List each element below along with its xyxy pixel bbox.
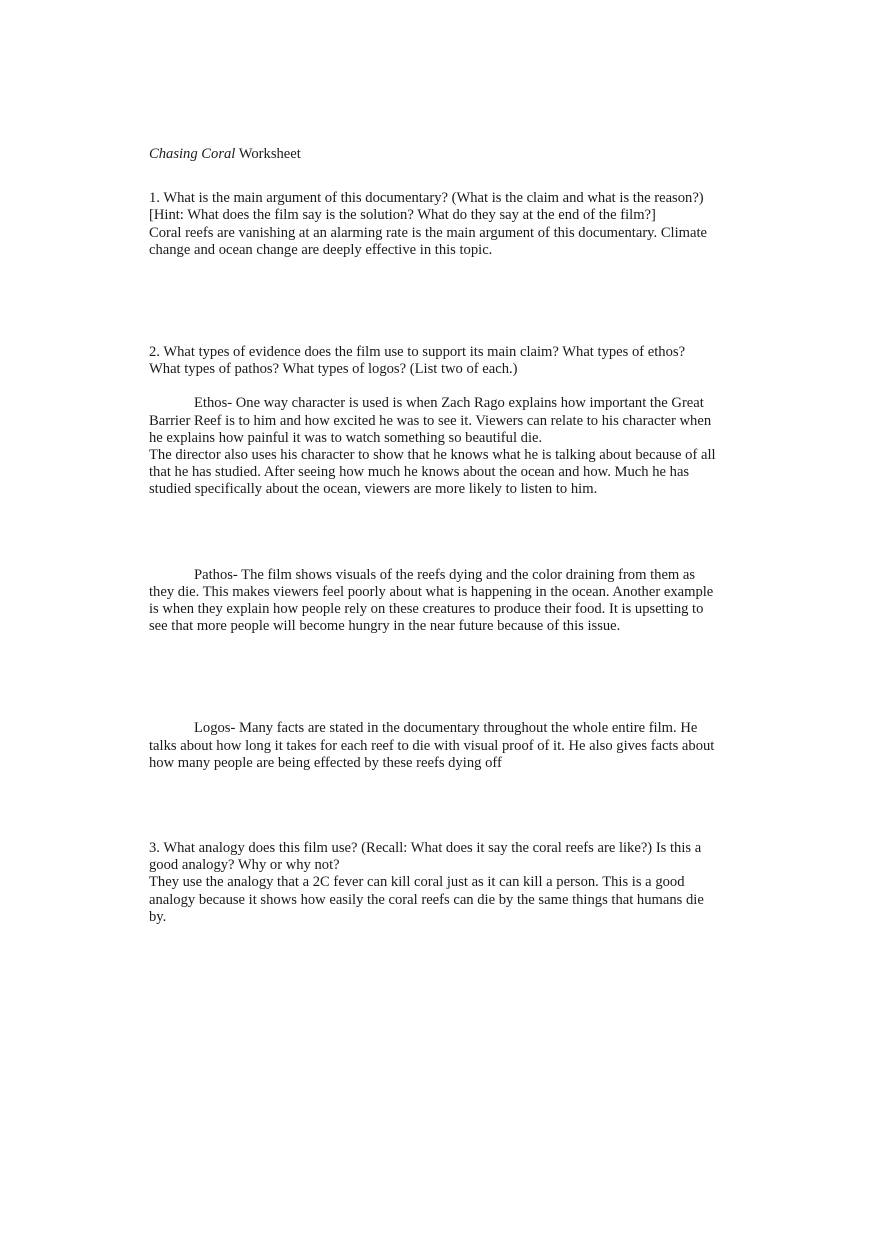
question-2-line: 2. What types of evidence does the film use to support its main claim? What types of ethos? xyxy=(149,344,686,361)
film-title: Chasing Coral xyxy=(149,146,236,162)
ethos-line: studied specifically about the ocean, viewers are more likely to listen to him. xyxy=(149,481,598,498)
answer-3-line: analogy because it shows how easily the coral reefs can die by the same things that humans die xyxy=(149,891,704,908)
answer-3-line: They use the analogy that a 2C fever can kill coral just as it can kill a person. This is a good xyxy=(149,874,685,891)
ethos-line: Ethos- One way character is used is when Zach Rago explains how important the Great xyxy=(194,395,704,412)
pathos-line: see that more people will become hungry in the near future because of this issue. xyxy=(149,618,621,635)
page-title xyxy=(149,146,739,163)
pathos-answer xyxy=(149,567,739,636)
worksheet-content xyxy=(149,146,739,926)
answer-3-line: by. xyxy=(149,908,167,925)
answer-1-line: Coral reefs are vanishing at an alarming rate is the main argument of this documentary. Climate xyxy=(149,224,708,241)
logos-line: Logos- Many facts are stated in the documentary throughout the whole entire film. He xyxy=(194,720,698,737)
title-suffix: Worksheet xyxy=(235,146,301,162)
question-3-line: 3. What analogy does this film use? (Recall: What does it say the coral reefs are like?) Is this a xyxy=(149,840,702,857)
ethos-line: Barrier Reef is to him and how excited he was to see it. Viewers can relate to his character when xyxy=(149,412,712,429)
ethos-line: that he has studied. After seeing how much he knows about the ocean and how. Much he has xyxy=(149,464,690,481)
answer-1-line: change and ocean change are deeply effective in this topic. xyxy=(149,241,493,258)
ethos-answer xyxy=(149,395,739,498)
question-3-section xyxy=(149,840,739,926)
pathos-line: they die. This makes viewers feel poorly about what is happening in the ocean. Another example xyxy=(149,583,714,600)
ethos-line: he explains how painful it was to watch something so beautiful die. xyxy=(149,429,543,446)
logos-line: talks about how long it takes for each reef to die with visual proof of it. He also gives facts about xyxy=(149,737,715,754)
question-1-hint: [Hint: What does the film say is the solution? What do they say at the end of the film?] xyxy=(149,207,656,224)
pathos-line: Pathos- The film shows visuals of the reefs dying and the color draining from them as xyxy=(194,566,696,583)
ethos-line: The director also uses his character to show that he knows what he is talking about because of all xyxy=(149,447,716,464)
logos-line: how many people are being effected by these reefs dying off xyxy=(149,754,502,771)
question-2-line: What types of pathos? What types of logos? (List two of each.) xyxy=(149,361,518,378)
question-3-line: good analogy? Why or why not? xyxy=(149,857,340,874)
question-1-section xyxy=(149,190,739,259)
pathos-line: is when they explain how people rely on these creatures to produce their food. It is upsetting to xyxy=(149,601,704,618)
question-2-section xyxy=(149,344,739,378)
question-1-line: 1. What is the main argument of this documentary? (What is the claim and what is the reason?) xyxy=(149,190,704,207)
logos-answer xyxy=(149,720,739,772)
